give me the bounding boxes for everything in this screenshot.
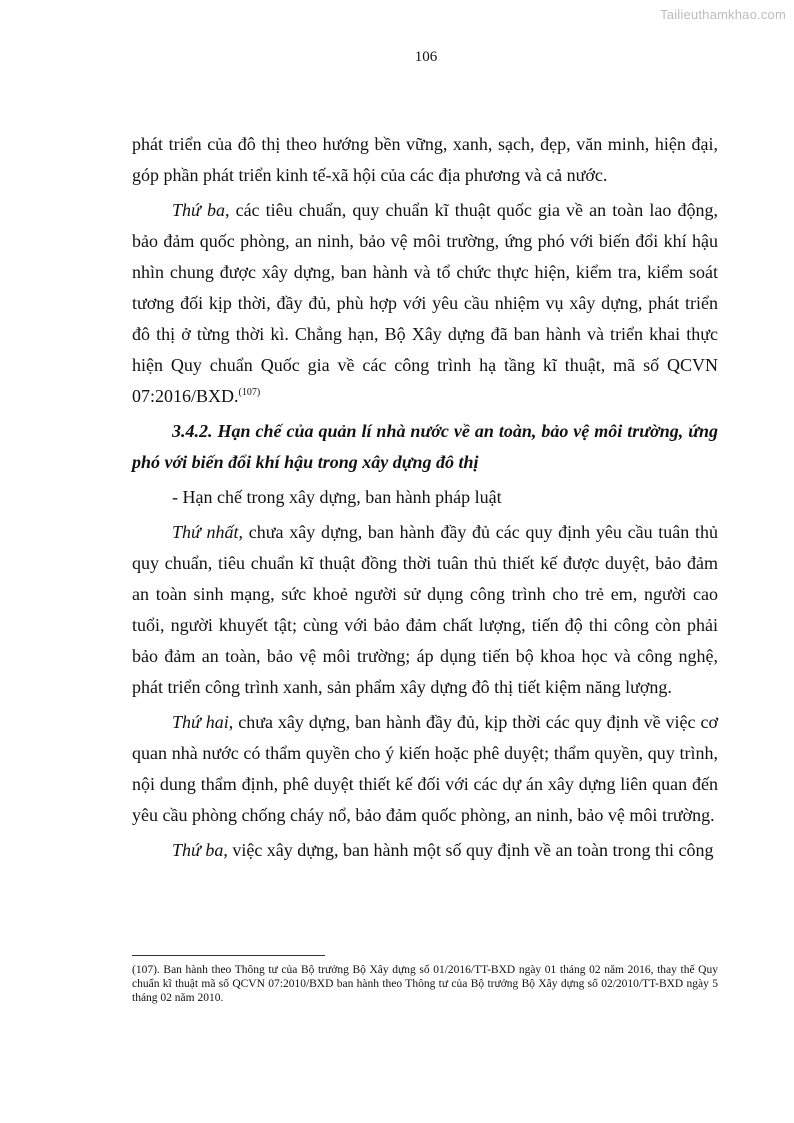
watermark: Tailieuthamkhao.com (660, 7, 786, 22)
lead-in-thu-nhat: Thứ nhất, (172, 522, 244, 542)
lead-in-thu-ba-2: Thứ ba (172, 840, 224, 860)
paragraph-thu-hai (132, 707, 718, 831)
footnote-reference: (107) (238, 387, 261, 398)
lead-in-thu-ba: Thứ ba (172, 200, 225, 220)
lead-in-thu-hai: Thứ hai (172, 712, 229, 732)
paragraph-continuation: phát triển của đô thị theo hướng bền vững, xanh, sạch, đẹp, văn minh, hiện đại, góp phần phát triển kinh tế-xã hội của các địa phương và cả nước. (132, 134, 718, 185)
paragraph-text: , các tiêu chuẩn, quy chuẩn kĩ thuật quốc gia về an toàn lao động, bảo đảm quốc phòng, an ninh, bảo vệ môi trường, ứng phó với biến đổi khí hậu nhìn chung được xây dựng, ban hành và tổ chức thực hiện, kiểm tra, kiểm soát tương đối kịp thời, đầy đủ, phù hợp với yêu cầu nhiệm vụ xây dựng, phát triển đô thị ở từng thời kì. Chẳng hạn, Bộ Xây dựng đã ban hành và triển khai thực hiện Quy chuẩn Quốc gia về các công trình hạ tầng kĩ thuật, mã số QCVN 07:2016/BXD. (132, 200, 718, 406)
paragraph-thu-nhat (132, 517, 718, 703)
page-number: 106 (414, 49, 438, 65)
paragraph-text: , chưa xây dựng, ban hành đầy đủ, kịp thời các quy định về việc cơ quan nhà nước có thẩm quyền cho ý kiến hoặc phê duyệt; thẩm quyền, quy trình, nội dung thẩm định, phê duyệt thiết kế đối với các dự án xây dựng liên quan đến yêu cầu phòng chống cháy nổ, bảo đảm quốc phòng, an ninh, bảo vệ môi trường. (132, 712, 718, 825)
paragraph-text: chưa xây dựng, ban hành đầy đủ các quy định yêu cầu tuân thủ quy chuẩn, tiêu chuẩn kĩ thuật đồng thời tuân thủ thiết kế được duyệt, bảo đảm an toàn sinh mạng, sức khoẻ người sử dụng công trình cho trẻ em, người cao tuổi, người khuyết tật; cùng với bảo đảm chất lượng, tiến độ thi công còn phải bảo đảm an toàn, bảo vệ môi trường; áp dụng tiến bộ khoa học và công nghệ, phát triển công trình xanh, sản phẩm xây dựng đô thị tiết kiệm năng lượng. (132, 522, 718, 697)
subheading-limitations: - Hạn chế trong xây dựng, ban hành pháp luật (172, 487, 502, 507)
paragraph-thu-ba-limitations (132, 835, 718, 866)
paragraph-thu-ba-intro (132, 195, 718, 412)
body-text (132, 129, 718, 870)
section-heading: 3.4.2. Hạn chế của quản lí nhà nước về an toàn, bảo vệ môi trường, ứng phó với biến đổi khí hậu trong xây dựng đô thị (132, 421, 718, 472)
footnote-divider (132, 955, 325, 956)
paragraph-text: , việc xây dựng, ban hành một số quy định về an toàn trong thi công (223, 840, 714, 860)
footnote: (107). Ban hành theo Thông tư của Bộ trưởng Bộ Xây dựng số 01/2016/TT-BXD ngày 01 tháng 02 năm 2016, thay thế Quy chuẩn kĩ thuật mã số QCVN 07:2010/BXD ban hành theo Thông tư của Bộ trưởng Bộ Xây dựng số 02/2010/TT-BXD ngày 5 tháng 02 năm 2010. (132, 964, 718, 1004)
